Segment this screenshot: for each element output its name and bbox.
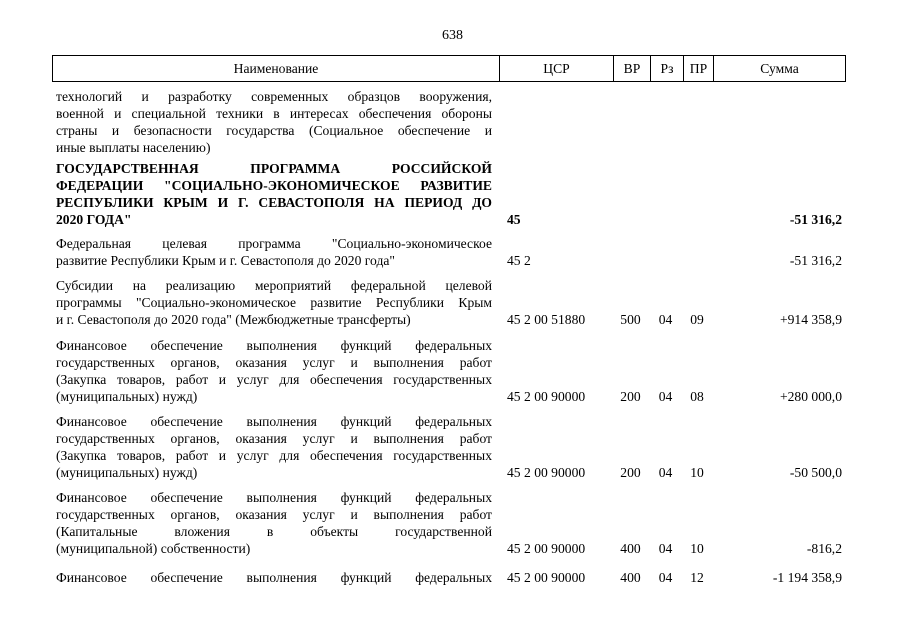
row-name-line: Федеральная целевая программа "Социально-экономическое: [56, 236, 492, 251]
row-name-line: (Капитальные вложения в объекты государственной: [56, 524, 492, 539]
row-pr: 09: [690, 312, 704, 327]
row-csr: 45 2 00 90000: [507, 389, 586, 404]
row-name-line: РЕСПУБЛИКИ КРЫМ И Г. СЕВАСТОПОЛЯ НА ПЕРИОД ДО: [56, 195, 492, 210]
row-csr: 45 2 00 90000: [507, 541, 586, 556]
row-name: [56, 277, 492, 328]
row-vr: 500: [620, 312, 641, 327]
row-name-line: ГОСУДАРСТВЕННАЯ ПРОГРАММА РОССИЙСКОЙ: [56, 161, 492, 176]
row-name: [56, 235, 492, 269]
row-name-line: военной и специальной техники в интересах обеспечения обороны: [56, 106, 492, 121]
row-rz: 04: [658, 465, 673, 480]
header-rz: Рз: [650, 56, 683, 81]
row-name: [56, 337, 492, 405]
row-pr: 08: [690, 389, 704, 404]
row-csr: 45: [507, 212, 521, 227]
row-sum: -50 500,0: [789, 465, 842, 480]
row-rz: 04: [658, 389, 673, 404]
row-name-line: Финансовое обеспечение выполнения функций федеральных: [56, 570, 492, 585]
row-name-line: (муниципальных) нужд): [56, 465, 198, 480]
row-name-line: развитие Республики Крым и г. Севастополя до 2020 года": [56, 253, 395, 268]
row-sum: -51 316,2: [789, 212, 842, 227]
row-pr: 10: [690, 465, 704, 480]
row-pr: 12: [690, 570, 704, 585]
row-name-line: Финансовое обеспечение выполнения функций федеральных: [56, 414, 492, 429]
row-name-line: Финансовое обеспечение выполнения функций федеральных: [56, 490, 492, 505]
row-name-line: государственных органов, оказания услуг и выполнения работ: [56, 355, 492, 370]
row-name: [56, 413, 492, 481]
header-csr: ЦСР: [499, 56, 613, 81]
row-sum: +280 000,0: [779, 389, 842, 404]
row-name-line: государственных органов, оказания услуг и выполнения работ: [56, 431, 492, 446]
row-rz: 04: [658, 312, 673, 327]
row-csr: 45 2 00 90000: [507, 570, 586, 585]
header-name: Наименование: [233, 60, 319, 76]
row-name-line: (Закупка товаров, работ и услуг для обеспечения государственных: [56, 372, 492, 387]
row-vr: 200: [620, 465, 641, 480]
row-vr: 200: [620, 389, 641, 404]
row-name: [56, 569, 492, 586]
row-name: [56, 489, 492, 557]
row-name: [56, 88, 492, 156]
row-sum: -51 316,2: [789, 253, 842, 268]
row-sum: -816,2: [806, 541, 842, 556]
row-rz: 04: [658, 541, 673, 556]
row-name-line: (муниципальных) нужд): [56, 389, 198, 404]
row-name-line: программы "Социально-экономическое развитие Республики Крым: [56, 295, 492, 310]
row-name-line: и г. Севастополя до 2020 года" (Межбюджетные трансферты): [56, 312, 411, 327]
row-csr: 45 2 00 51880: [507, 312, 586, 327]
row-vr: 400: [620, 541, 641, 556]
row-pr: 10: [690, 541, 704, 556]
row-name-line: страны и безопасности государства (Социальное обеспечение и: [56, 123, 492, 138]
page-number: 638: [442, 28, 463, 43]
header-sum: Сумма: [713, 56, 845, 81]
row-name-line: Субсидии на реализацию мероприятий федеральной целевой: [56, 278, 492, 293]
row-name-line: ФЕДЕРАЦИИ "СОЦИАЛЬНО-ЭКОНОМИЧЕСКОЕ РАЗВИТИЕ: [56, 178, 492, 193]
row-name: [56, 160, 492, 228]
row-sum: -1 194 358,9: [772, 570, 842, 585]
row-name-line: (муниципальной) собственности): [56, 541, 251, 556]
row-name-line: технологий и разработку современных образцов вооружения,: [56, 89, 492, 104]
row-csr: 45 2 00 90000: [507, 465, 586, 480]
header-pr: ПР: [683, 56, 713, 81]
row-sum: +914 358,9: [779, 312, 842, 327]
row-name-line: 2020 ГОДА": [56, 212, 132, 227]
header-vr: ВР: [613, 56, 650, 81]
row-name-line: Финансовое обеспечение выполнения функций федеральных: [56, 338, 492, 353]
row-csr: 45 2: [507, 253, 531, 268]
row-name-line: (Закупка товаров, работ и услуг для обеспечения государственных: [56, 448, 492, 463]
table-header: [52, 55, 846, 82]
row-name-line: иные выплаты населению): [56, 140, 211, 155]
row-rz: 04: [658, 570, 673, 585]
row-name-line: государственных органов, оказания услуг и выполнения работ: [56, 507, 492, 522]
row-vr: 400: [620, 570, 641, 585]
